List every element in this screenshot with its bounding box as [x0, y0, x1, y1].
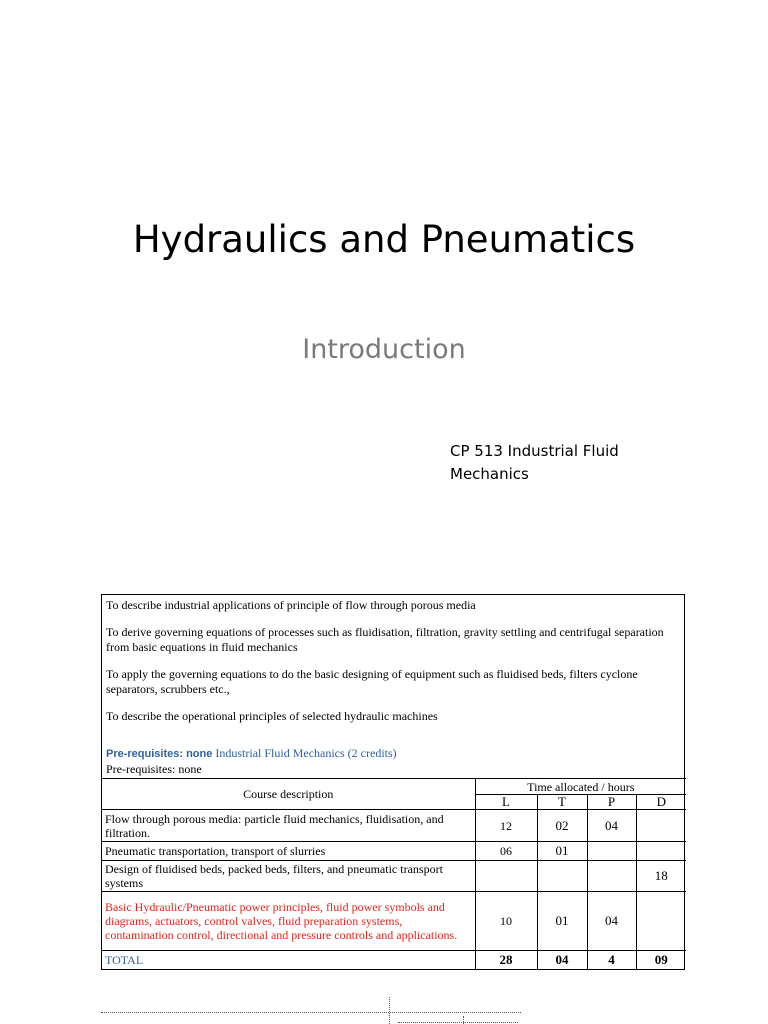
- course-code: [450, 440, 690, 486]
- total-p: 4: [587, 951, 636, 969]
- cell-d: [636, 892, 686, 951]
- prerequisites-line: [106, 746, 680, 762]
- course-line-2: Mechanics: [450, 465, 529, 483]
- slide-title: Hydraulics and Pneumatics: [132, 218, 636, 261]
- total-label: TOTAL: [102, 951, 475, 969]
- cell-d: [636, 810, 686, 842]
- slide-subtitle: Introduction: [302, 334, 466, 365]
- course-description-header: Course description: [102, 779, 475, 810]
- cell-d: 18: [636, 861, 686, 892]
- col-header-p: P: [587, 795, 636, 810]
- table-row: [102, 842, 686, 861]
- cell-p: [587, 861, 636, 892]
- cell-t: 02: [537, 810, 587, 842]
- cell-t: [537, 861, 587, 892]
- table-row: [102, 892, 686, 951]
- col-header-l: L: [475, 795, 537, 810]
- prerequisites-course: Industrial Fluid Mechanics (2 credits): [212, 746, 397, 760]
- cell-l: 12: [475, 810, 537, 842]
- dotted-guide-line: [398, 1022, 518, 1023]
- table-header-row: [102, 779, 686, 795]
- course-line-1: CP 513 Industrial Fluid: [450, 442, 619, 460]
- row-description: Flow through porous media: particle fluid mechanics, fluidisation, and filtration.: [102, 810, 475, 842]
- cell-l: [475, 861, 537, 892]
- table-row: [102, 861, 686, 892]
- objectives-section: [102, 595, 684, 777]
- objective-item: To apply the governing equations to do the basic designing of equipment such as fluidised beds, filters cyclone separators, scrubbers etc.,: [106, 667, 638, 696]
- dotted-guide-line: [389, 997, 390, 1024]
- col-header-t: T: [537, 795, 587, 810]
- row-description: Pneumatic transportation, transport of slurries: [102, 842, 475, 861]
- objective-item: To describe the operational principles of selected hydraulic machines: [106, 709, 438, 723]
- cell-p: [587, 842, 636, 861]
- cell-l: 10: [475, 892, 537, 951]
- cell-p: 04: [587, 810, 636, 842]
- prerequisites-plain: Pre-requisites: none: [106, 762, 202, 776]
- time-allocated-header: Time allocated / hours: [475, 779, 686, 795]
- total-d: 09: [636, 951, 686, 969]
- cell-t: 01: [537, 842, 587, 861]
- total-t: 04: [537, 951, 587, 969]
- row-description: Design of fluidised beds, packed beds, filters, and pneumatic transport systems: [102, 861, 475, 892]
- dotted-guide-line: [101, 1012, 521, 1013]
- cell-p: 04: [587, 892, 636, 951]
- total-l: 28: [475, 951, 537, 969]
- objective-item: To derive governing equations of processes such as fluidisation, filtration, gravity settling and centrifugal separation from basic equations in fluid mechanics: [106, 625, 664, 654]
- cell-d: [636, 842, 686, 861]
- table-total-row: [102, 951, 686, 969]
- prerequisites-label: Pre-requisites: none: [106, 748, 213, 760]
- course-outline-document: [101, 594, 685, 970]
- dotted-guide-line: [463, 1016, 464, 1024]
- cell-t: 01: [537, 892, 587, 951]
- objective-item: To describe industrial applications of principle of flow through porous media: [106, 598, 476, 612]
- cell-l: 06: [475, 842, 537, 861]
- table-row: [102, 810, 686, 842]
- time-allocation-table: [102, 778, 686, 969]
- col-header-d: D: [636, 795, 686, 810]
- row-description: Basic Hydraulic/Pneumatic power principles, fluid power symbols and diagrams, actuators, control valves, fluid preparation systems, contamination control, directional and pressure controls and applications.: [102, 892, 475, 951]
